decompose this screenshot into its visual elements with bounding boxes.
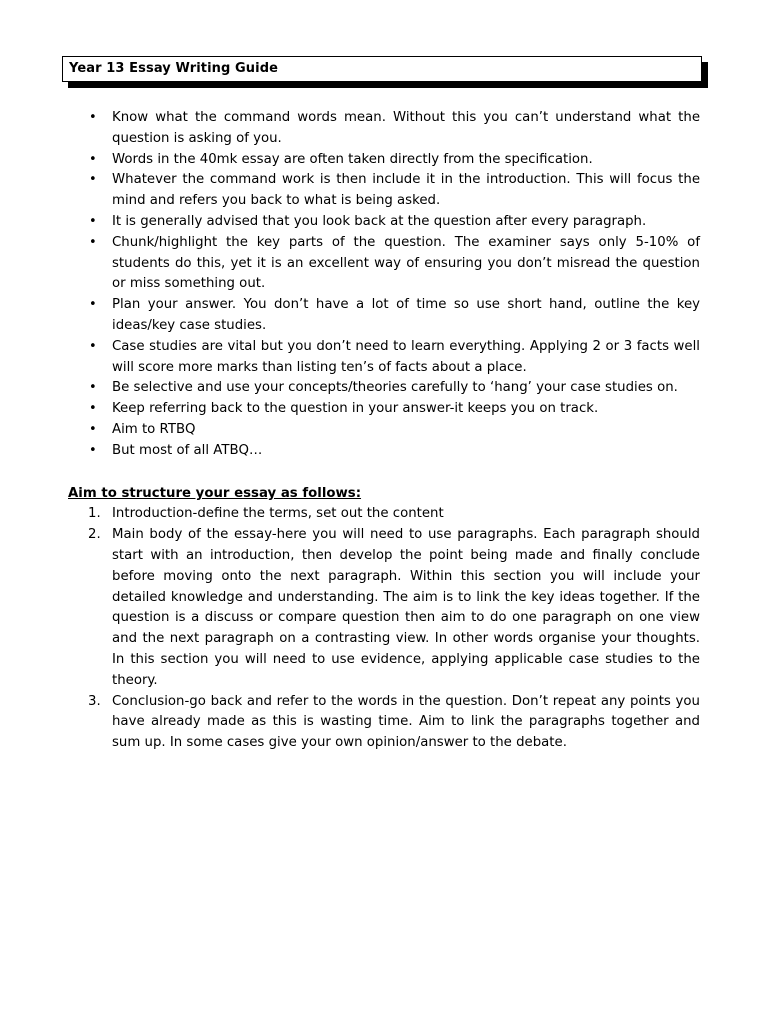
list-item-text: Aim to RTBQ <box>112 421 196 437</box>
list-item-text: Keep referring back to the question in your answer-it keeps you on track. <box>112 401 599 417</box>
bullet-icon: • <box>89 297 97 313</box>
list-item-text: Conclusion-go back and refer to the words in the question. Don’t repeat any points you have already made as this is wasting time. Aim to link the paragraphs together and sum up. In some cases give your own opinion/answer to the debate. <box>112 693 700 751</box>
bullet-icon: • <box>89 421 97 437</box>
bullet-icon: • <box>89 213 97 229</box>
list-item-text: Case studies are vital but you don’t need to learn everything. Applying 2 or 3 facts well will score more marks than listing ten’s of facts about a place. <box>112 338 700 375</box>
structure-heading: Aim to structure your essay as follows: <box>68 485 362 501</box>
list-item <box>64 233 700 295</box>
list-item-text: Whatever the command work is then include it in the introduction. This will focus the mind and refers you back to what is being asked. <box>112 172 700 209</box>
bullet-icon: • <box>89 401 97 417</box>
list-item <box>64 150 700 171</box>
document-content <box>64 108 700 754</box>
list-item-text: Know what the command words mean. Without this you can’t understand what the question is asking of you. <box>112 110 700 146</box>
numbered-list-item <box>64 525 700 691</box>
list-item <box>64 378 700 399</box>
list-item-text: Introduction-define the terms, set out the content <box>112 506 444 522</box>
list-item <box>64 420 700 441</box>
list-number: 2. <box>88 527 101 543</box>
list-item <box>64 212 700 233</box>
bullet-icon: • <box>89 110 97 125</box>
list-item-text: Chunk/highlight the key parts of the question. The examiner says only 5-10% of students do this, yet it is an excellent way of ensuring you don’t misread the question or miss something out. <box>112 234 700 292</box>
list-item <box>64 399 700 420</box>
bullet-icon: • <box>89 380 97 396</box>
bullet-icon: • <box>89 172 97 188</box>
list-item <box>64 170 700 212</box>
list-number: 1. <box>88 506 101 522</box>
list-item <box>64 441 700 462</box>
list-item-text: Plan your answer. You don’t have a lot of time so use short hand, outline the key ideas/key case studies. <box>112 297 700 333</box>
bullet-icon: • <box>89 151 97 167</box>
document-title: Year 13 Essay Writing Guide <box>69 61 279 76</box>
bullet-icon: • <box>89 338 97 354</box>
tips-list <box>64 108 700 462</box>
list-item <box>64 295 700 337</box>
structure-steps-list <box>64 504 700 754</box>
list-item <box>64 337 700 379</box>
list-item-text: Words in the 40mk essay are often taken directly from the specification. <box>112 151 593 167</box>
numbered-list-item <box>64 504 700 525</box>
list-item-text: But most of all ATBQ… <box>112 442 263 458</box>
bullet-icon: • <box>89 442 97 458</box>
bullet-icon: • <box>89 234 97 250</box>
numbered-list-item <box>64 692 700 754</box>
title-box <box>62 56 702 82</box>
list-item-text: Be selective and use your concepts/theories carefully to ‘hang’ your case studies on. <box>112 380 678 396</box>
list-item-text: It is generally advised that you look back at the question after every paragraph. <box>112 213 647 229</box>
list-number: 3. <box>88 693 101 709</box>
list-item <box>64 108 700 150</box>
list-item-text: Main body of the essay-here you will need to use paragraphs. Each paragraph should start with an introduction, then develop the point being made and finally conclude before moving onto the next paragraph. Within this section you will include your detailed knowledge and understanding. The aim is to link the key ideas together. If the question is a discuss or compare question then aim to do one paragraph on one view and the next paragraph on a contrasting view. In other words organise your thoughts. In this section you will need to use evidence, applying applicable case studies to the theory. <box>112 527 700 688</box>
